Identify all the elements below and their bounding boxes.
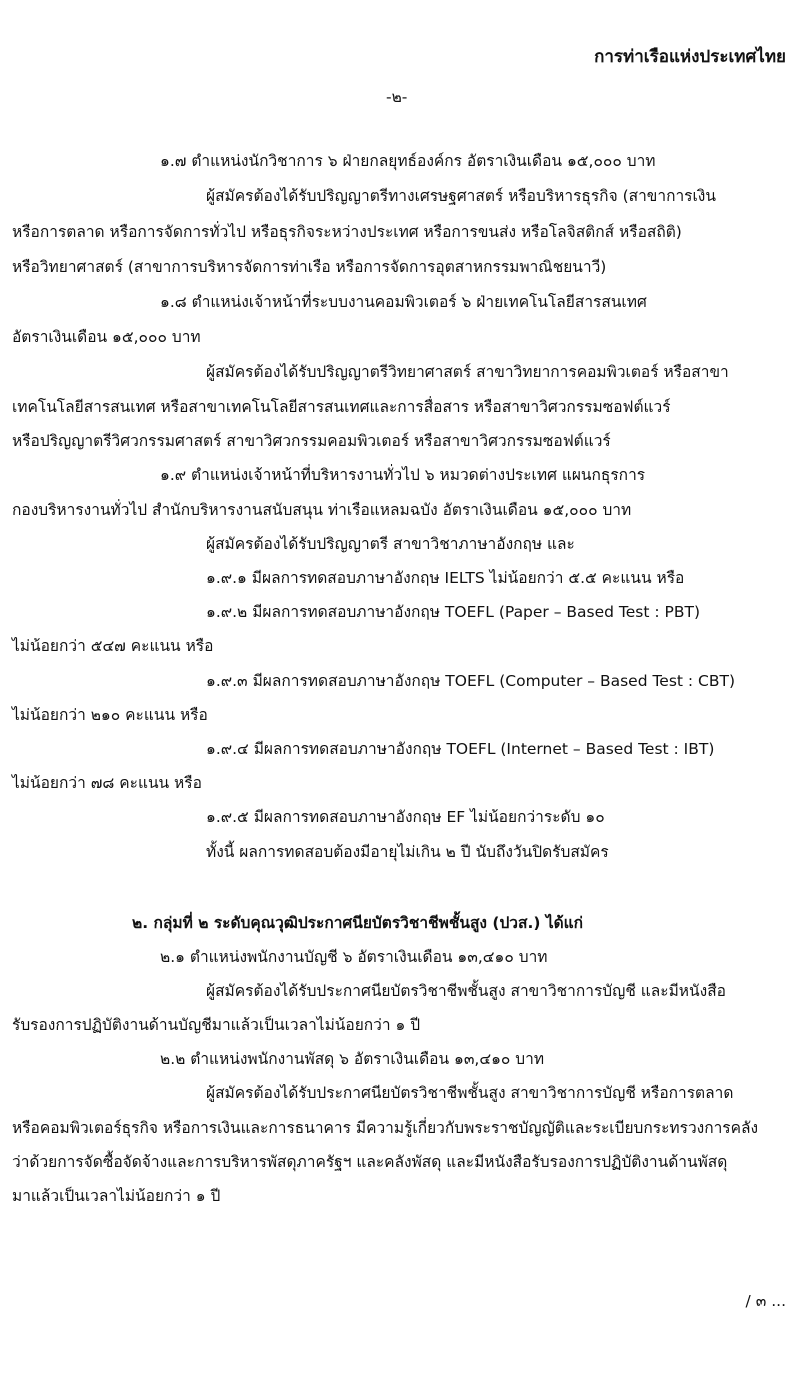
item-1-9-2: ๑.๙.๒ มีผลการทดสอบภาษาอังกฤษ TOEFL (Paper – Based Test : PBT) xyxy=(206,603,701,621)
item-2-1-qualification: ผู้สมัครต้องได้รับประกาศนียบัตรวิชาชีพชั้นสูง สาขาวิชาการบัญชี และมีหนังสือ xyxy=(206,982,726,1000)
item-1-9-3: ๑.๙.๓ มีผลการทดสอบภาษาอังกฤษ TOEFL (Computer – Based Test : CBT) xyxy=(206,672,736,690)
item-1-9-heading: ๑.๙ ตำแหน่งเจ้าหน้าที่บริหารงานทั่วไป ๖ หมวดต่างประเทศ แผนกธุรการ xyxy=(160,466,646,484)
item-1-9-note: ทั้งนี้ ผลการทดสอบต้องมีอายุไม่เกิน ๒ ปี นับถึงวันปิดรับสมัคร xyxy=(206,843,609,861)
item-1-7-continuation: หรือการตลาด หรือการจัดการทั่วไป หรือธุรกิจระหว่างประเทศ หรือการขนส่ง หรือโลจิสติกส์ หรือสถิติ) xyxy=(12,223,682,241)
item-2-2-continuation: ว่าด้วยการจัดซื้อจัดจ้างและการบริหารพัสดุภาครัฐฯ และคลังพัสดุ และมีหนังสือรับรองการปฏิบัติงานด้านพัสดุ xyxy=(12,1153,728,1171)
item-1-8-qualification: ผู้สมัครต้องได้รับปริญญาตรีวิทยาศาสตร์ สาขาวิทยาการคอมพิวเตอร์ หรือสาขา xyxy=(206,363,729,381)
item-1-8-continuation: หรือปริญญาตรีวิศวกรรมศาสตร์ สาขาวิศวกรรมคอมพิวเตอร์ หรือสาขาวิศวกรรมซอฟต์แวร์ xyxy=(12,432,611,450)
item-1-9-department: กองบริหารงานทั่วไป สำนักบริหารงานสนับสนุน ท่าเรือแหลมฉบัง อัตราเงินเดือน ๑๕,๐๐๐ บาท xyxy=(12,501,632,519)
item-1-9-4: ๑.๙.๔ มีผลการทดสอบภาษาอังกฤษ TOEFL (Internet – Based Test : IBT) xyxy=(206,740,715,758)
item-2-2-qualification: ผู้สมัครต้องได้รับประกาศนียบัตรวิชาชีพชั้นสูง สาขาวิชาการบัญชี หรือการตลาด xyxy=(206,1084,734,1102)
group-2-heading: ๒. กลุ่มที่ ๒ ระดับคุณวุฒิประกาศนียบัตรวิชาชีพชั้นสูง (ปวส.) ได้แก่ xyxy=(132,914,584,932)
item-1-9-3-continuation: ไม่น้อยกว่า ๒๑๐ คะแนน หรือ xyxy=(12,706,208,724)
page-number: -๒- xyxy=(386,88,408,106)
item-1-9-5: ๑.๙.๕ มีผลการทดสอบภาษาอังกฤษ EF ไม่น้อยกว่าระดับ ๑๐ xyxy=(206,808,605,826)
item-1-8-continuation: เทคโนโลยีสารสนเทศ หรือสาขาเทคโนโลยีสารสนเทศและการสื่อสาร หรือสาขาวิศวกรรมซอฟต์แวร์ xyxy=(12,398,671,416)
item-2-2-heading: ๒.๒ ตำแหน่งพนักงานพัสดุ ๖ อัตราเงินเดือน ๑๓,๔๑๐ บาท xyxy=(160,1050,545,1068)
item-2-2-continuation: มาแล้วเป็นเวลาไม่น้อยกว่า ๑ ปี xyxy=(12,1187,221,1205)
item-2-1-heading: ๒.๑ ตำแหน่งพนักงานบัญชี ๖ อัตราเงินเดือน ๑๓,๔๑๐ บาท xyxy=(160,948,548,966)
item-1-9-2-continuation: ไม่น้อยกว่า ๕๔๗ คะแนน หรือ xyxy=(12,637,214,655)
item-1-9-4-continuation: ไม่น้อยกว่า ๗๘ คะแนน หรือ xyxy=(12,774,202,792)
organization-header: การท่าเรือแห่งประเทศไทย xyxy=(594,47,786,67)
item-1-8-salary: อัตราเงินเดือน ๑๕,๐๐๐ บาท xyxy=(12,328,201,346)
item-1-9-1: ๑.๙.๑ มีผลการทดสอบภาษาอังกฤษ IELTS ไม่น้อยกว่า ๕.๕ คะแนน หรือ xyxy=(206,569,685,587)
item-1-8-heading: ๑.๘ ตำแหน่งเจ้าหน้าที่ระบบงานคอมพิวเตอร์ ๖ ฝ่ายเทคโนโลยีสารสนเทศ xyxy=(160,293,647,311)
item-1-9-qualification: ผู้สมัครต้องได้รับปริญญาตรี สาขาวิชาภาษาอังกฤษ และ xyxy=(206,535,575,553)
item-1-7-continuation: หรือวิทยาศาสตร์ (สาขาการบริหารจัดการท่าเรือ หรือการจัดการอุตสาหกรรมพาณิชยนาวี) xyxy=(12,258,607,276)
item-1-7-qualification: ผู้สมัครต้องได้รับปริญญาตรีทางเศรษฐศาสตร์ หรือบริหารธุรกิจ (สาขาการเงิน xyxy=(206,187,716,205)
item-1-7-heading: ๑.๗ ตำแหน่งนักวิชาการ ๖ ฝ่ายกลยุทธ์องค์กร อัตราเงินเดือน ๑๕,๐๐๐ บาท xyxy=(160,152,656,170)
next-page-marker: / ๓ ... xyxy=(745,1292,786,1310)
item-2-1-continuation: รับรองการปฏิบัติงานด้านบัญชีมาแล้วเป็นเวลาไม่น้อยกว่า ๑ ปี xyxy=(12,1016,421,1034)
item-2-2-continuation: หรือคอมพิวเตอร์ธุรกิจ หรือการเงินและการธนาคาร มีความรู้เกี่ยวกับพระราชบัญญัติและระเบียบกระทรวงการคลัง xyxy=(12,1119,759,1137)
